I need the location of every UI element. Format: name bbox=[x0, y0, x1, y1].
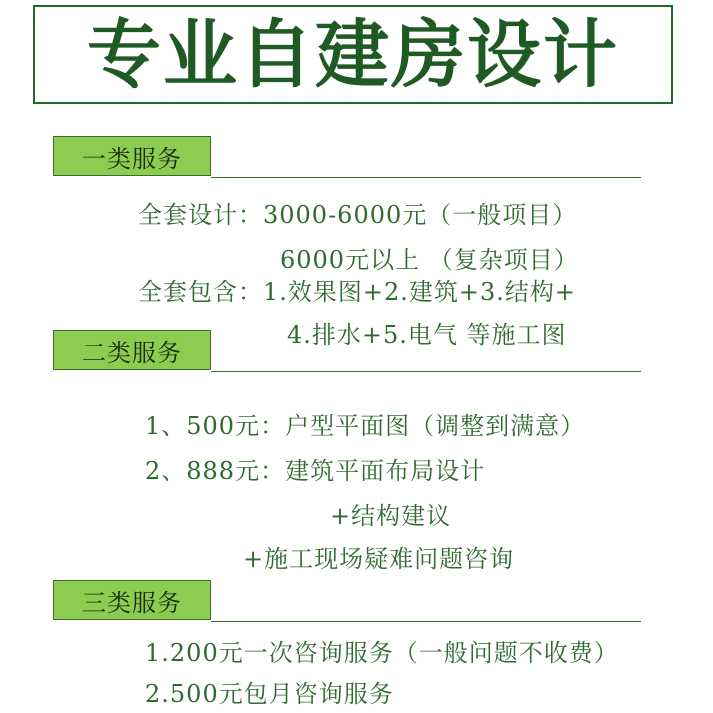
title-banner bbox=[33, 5, 673, 104]
section-label: 二类服务 bbox=[53, 330, 211, 370]
section-header-2 bbox=[53, 330, 641, 372]
service-line: 2.500元包月咨询服务 bbox=[145, 680, 394, 708]
divider bbox=[211, 177, 641, 178]
service-line: +施工现场疑难问题咨询 bbox=[243, 545, 515, 573]
service-line: 1.200元一次咨询服务（一般问题不收费） bbox=[145, 639, 619, 667]
service-line: 6000元以上 （复杂项目） bbox=[280, 246, 579, 274]
service-line: 1、500元：户型平面图（调整到满意） bbox=[145, 412, 586, 440]
service-line: 2、888元：建筑平面布局设计 bbox=[145, 457, 486, 485]
service-line: 全套设计：3000-6000元（一般项目） bbox=[138, 201, 578, 229]
service-line: +结构建议 bbox=[330, 502, 452, 530]
section-header-1 bbox=[53, 136, 641, 178]
divider bbox=[211, 371, 641, 372]
section-header-3 bbox=[53, 580, 641, 622]
service-line: 全套包含：1.效果图+2.建筑+3.结构+ bbox=[138, 278, 577, 306]
section-label: 三类服务 bbox=[53, 580, 211, 620]
service-line: 4.排水+5.电气 等施工图 bbox=[287, 321, 567, 349]
section-label: 一类服务 bbox=[53, 136, 211, 176]
page-title: 专业自建房设计 bbox=[87, 11, 619, 98]
divider bbox=[211, 621, 641, 622]
